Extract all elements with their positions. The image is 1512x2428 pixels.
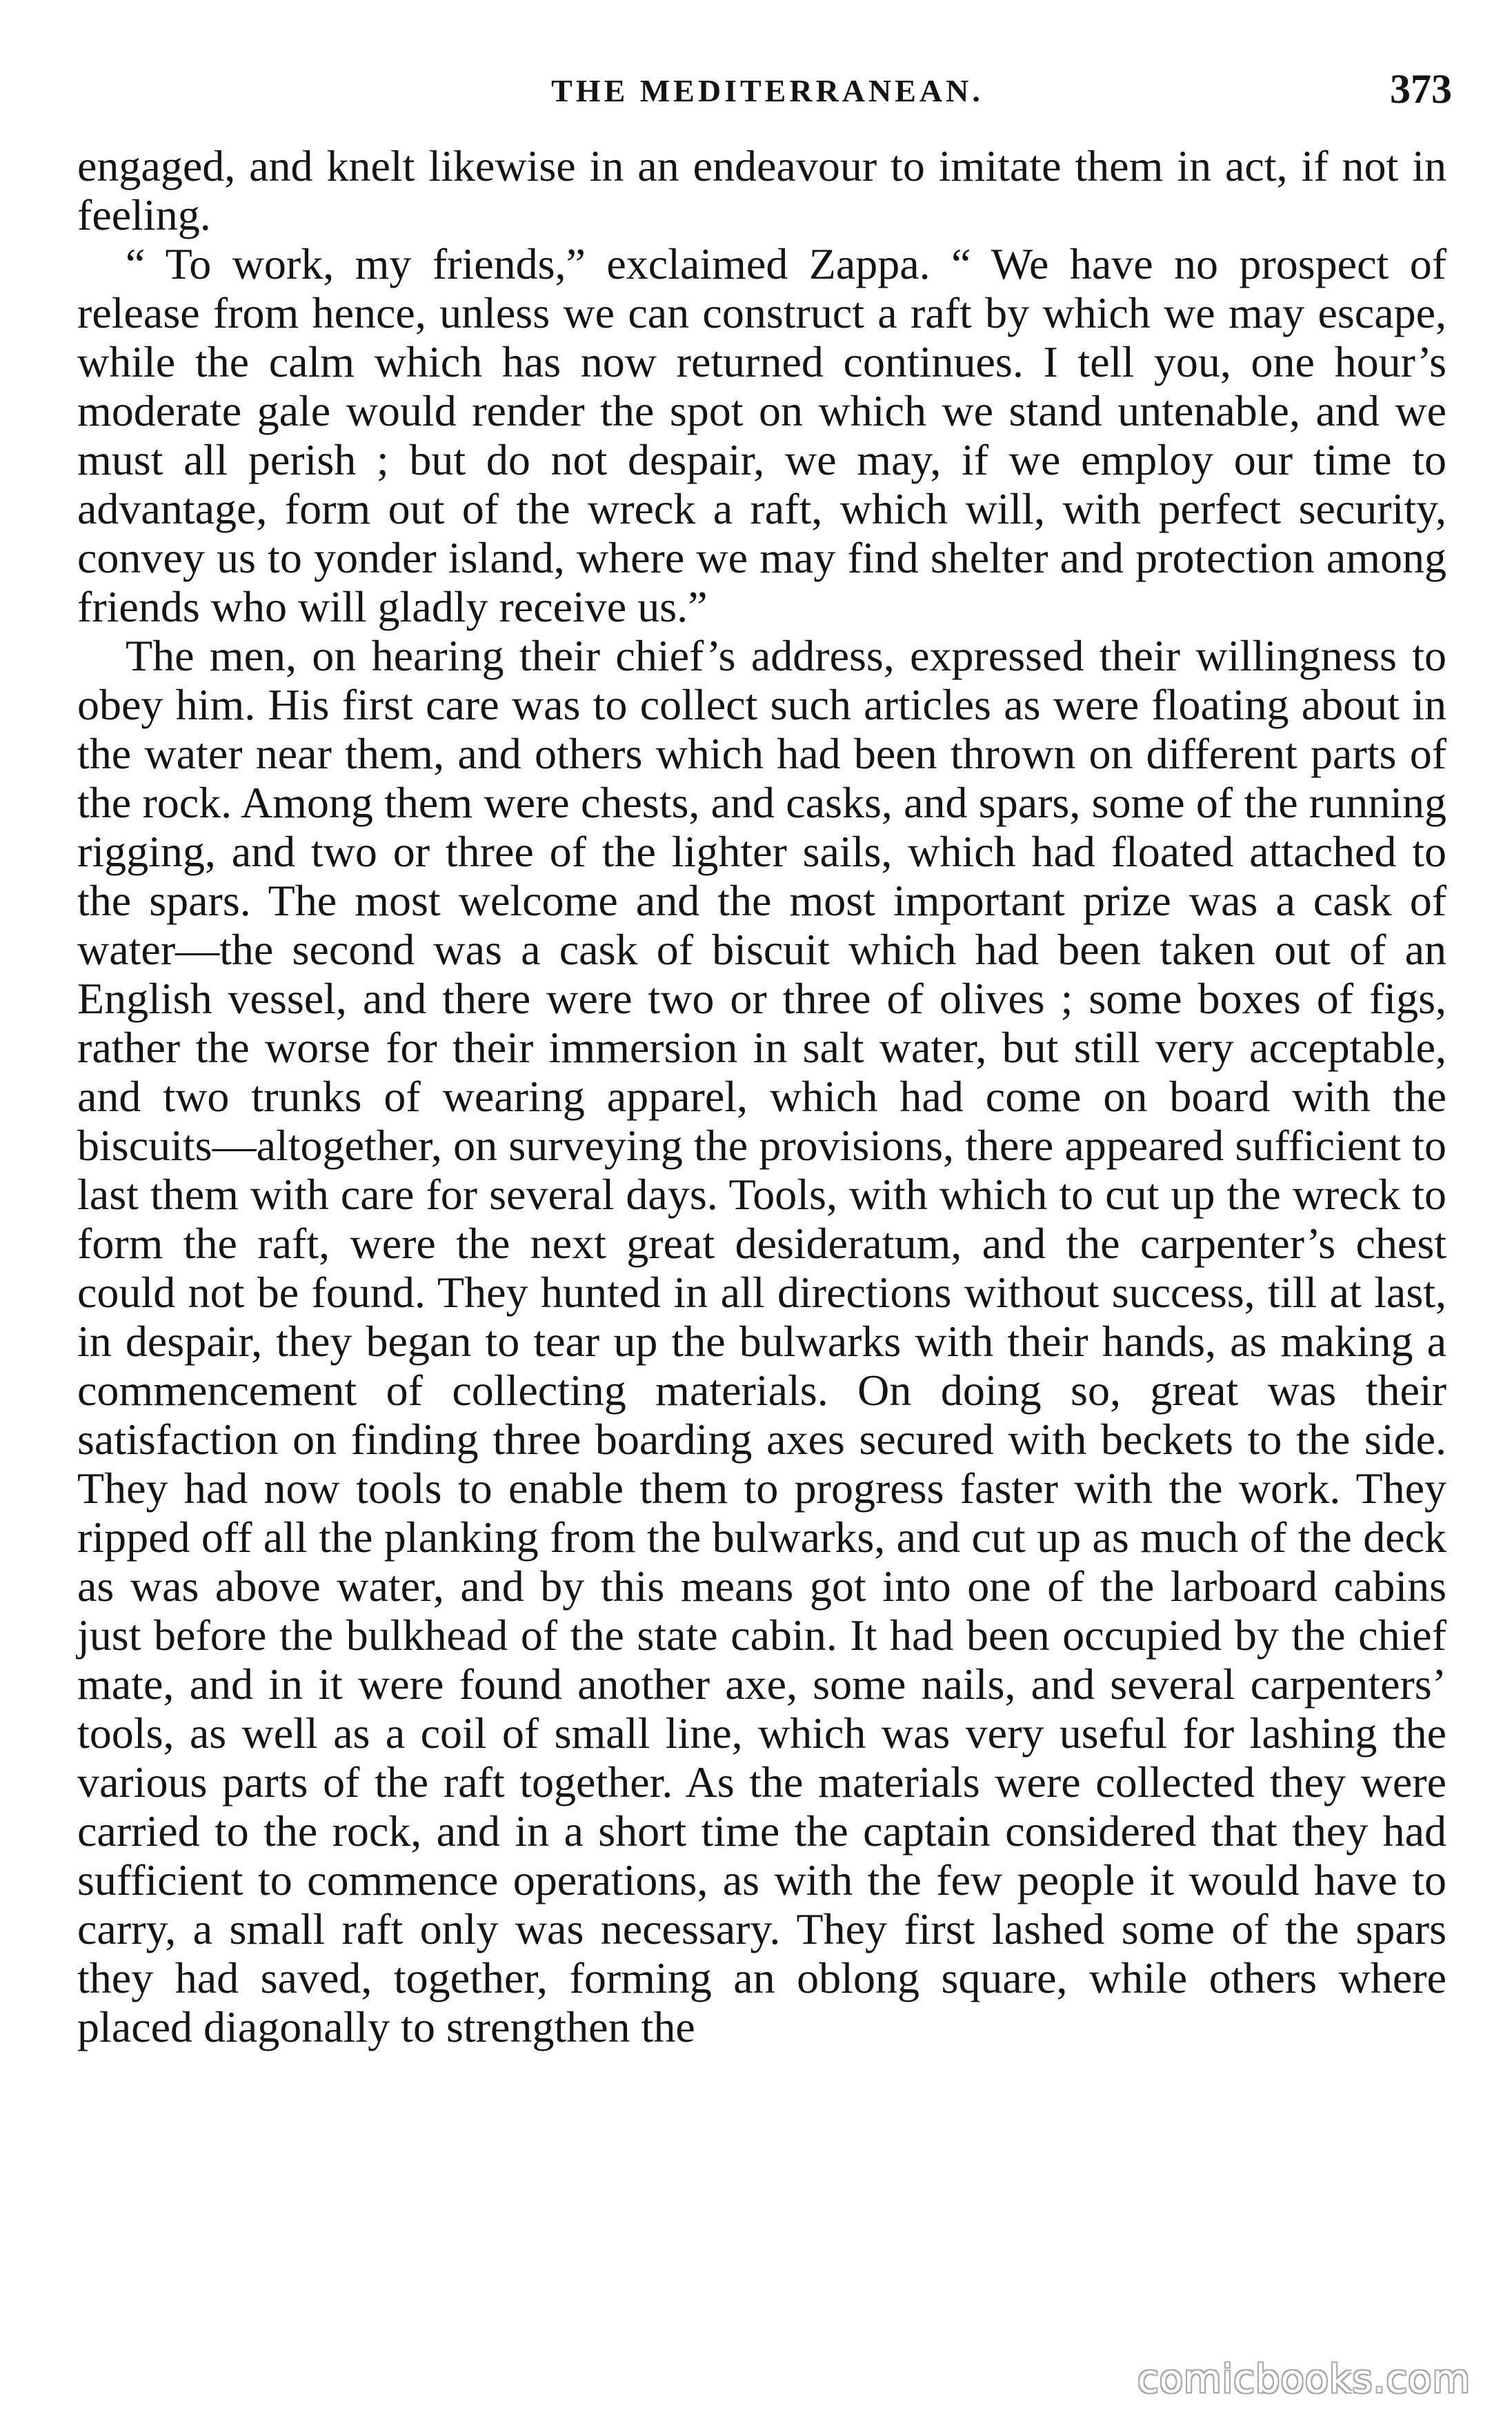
body-text: [77, 141, 1446, 2321]
running-title: THE MEDITERRANEAN.: [551, 73, 984, 108]
paragraph-zappa-speech: “ To work, my friends,” exclaimed Zappa. “ We have no prospect of release from hence, unless we can construct a raft by which we may escape, while the calm which has now returned continues. I tell you, one hour’s moderate gale would render the spot on which we stand untenable, and we must all perish ; but do not despair, we may, if we employ our time to advantage, form out of the wreck a raft, which will, with perfect security, convey us to yonder island, where we may find shelter and protection among friends who will gladly receive us.”: [77, 239, 1446, 631]
running-header: [83, 66, 1452, 128]
watermark: comicbooks.com: [1137, 2357, 1471, 2402]
paragraph-raft-building: The men, on hearing their chief’s address, expressed their willingness to obey him. His first care was to collect such articles as were floating about in the water near them, and others which had been thrown on different parts of the rock. Among them were chests, and casks, and spars, some of the running rigging, and two or three of the lighter sails, which had floated attached to the spars. The most welcome and the most important prize was a cask of water—the second was a cask of biscuit which had been taken out of an English vessel, and there were two or three of olives ; some boxes of figs, rather the worse for their immersion in salt water, but still very acceptable, and two trunks of wearing apparel, which had come on board with the biscuits—altogether, on surveying the provisions, there appeared sufficient to last them with care for several days. Tools, with which to cut up the wreck to form the raft, were the next great desideratum, and the carpenter’s chest could not be found. They hunted in all directions without success, till at last, in despair, they began to tear up the bulwarks with their hands, as making a commencement of collecting materials. On doing so, great was their satisfaction on finding three boarding axes secured with beckets to the side. They had now tools to enable them to progress faster with the work. They ripped off all the planking from the bulwarks, and cut up as much of the deck as was above water, and by this means got into one of the larboard cabins just before the bulkhead of the state cabin. It had been occupied by the chief mate, and in it were found another axe, some nails, and several carpenters’ tools, as well as a coil of small line, which was very useful for lashing the various parts of the raft together. As the materials were collected they were carried to the rock, and in a short time the captain considered that they had sufficient to commence operations, as with the few people it would have to carry, a small raft only was necessary. They first lashed some of the spars they had saved, together, forming an oblong square, while others where placed diagonally to strengthen the: [77, 631, 1446, 2051]
page-number: 373: [1390, 66, 1452, 112]
paragraph-continued: engaged, and knelt likewise in an endeavour to imitate them in act, if not in feeling.: [77, 141, 1446, 239]
